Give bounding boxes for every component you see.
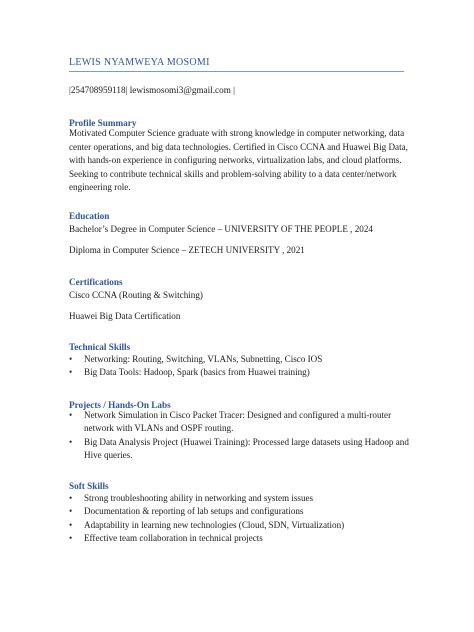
bullet-icon: •	[69, 519, 73, 530]
list-item: • Networking: Routing, Switching, VLANs, Subnetting, Cisco IOS	[69, 353, 414, 366]
technical-skills-heading: Technical Skills	[69, 342, 131, 352]
bullet-icon: •	[69, 410, 73, 420]
profile-summary-heading: Profile Summary	[69, 118, 137, 128]
education-heading: Education	[69, 211, 110, 221]
bullet-icon: •	[69, 436, 73, 447]
list-item: • Big Data Tools: Hadoop, Spark (basics from Huawei training)	[69, 366, 414, 379]
list-item: • Adaptability in learning new technologies (Cloud, SDN, Virtualization)	[69, 519, 414, 532]
education-item: Diploma in Computer Science – ZETECH UNIVERSITY , 2021	[69, 245, 305, 255]
list-item: • Documentation & reporting of lab setups and configurations	[69, 505, 414, 518]
projects-heading: Projects / Hands-On Labs	[69, 400, 171, 410]
profile-summary-text: Motivated Computer Science graduate with strong knowledge in computer networking, data center operations, and big data technologies. Certified in Cisco CCNA and Huawei Big Data, with hands-on experience in configuring networks, virtualization labs, and cloud platforms. Seeking to contribute technical skills and problem-solving ability to a data center/network engineering role.	[69, 128, 408, 193]
bullet-icon: •	[69, 367, 73, 378]
bullet-icon: •	[69, 533, 73, 544]
list-item: • Big Data Analysis Project (Huawei Training): Processed large datasets using Hadoop and Hive queries.	[69, 436, 409, 461]
certification-item: Huawei Big Data Certification	[69, 311, 181, 321]
technical-skills-list	[69, 353, 414, 380]
candidate-name: LEWIS NYAMWEYA MOSOMI	[69, 57, 210, 68]
contact-info: |254708959118| lewismosomi3@gmail.com |	[69, 85, 235, 95]
bullet-icon: •	[69, 354, 73, 364]
certifications-heading: Certifications	[69, 277, 123, 287]
list-item: • Network Simulation in Cisco Packet Tracer: Designed and configured a multi-router network with VLANs and OSPF routing.	[69, 410, 392, 434]
bullet-icon: •	[69, 493, 73, 503]
soft-skills-list	[69, 492, 414, 546]
education-item: Bachelor’s Degree in Computer Science – UNIVERSITY OF THE PEOPLE , 2024	[69, 224, 373, 234]
soft-skills-heading: Soft Skills	[69, 481, 109, 491]
certification-item: Cisco CCNA (Routing & Switching)	[69, 290, 203, 300]
list-item: • Effective team collaboration in technical projects	[69, 532, 414, 545]
projects-list	[69, 409, 414, 463]
list-item: • Strong troubleshooting ability in networking and system issues	[69, 492, 414, 505]
header-divider	[69, 71, 404, 72]
bullet-icon: •	[69, 506, 73, 517]
